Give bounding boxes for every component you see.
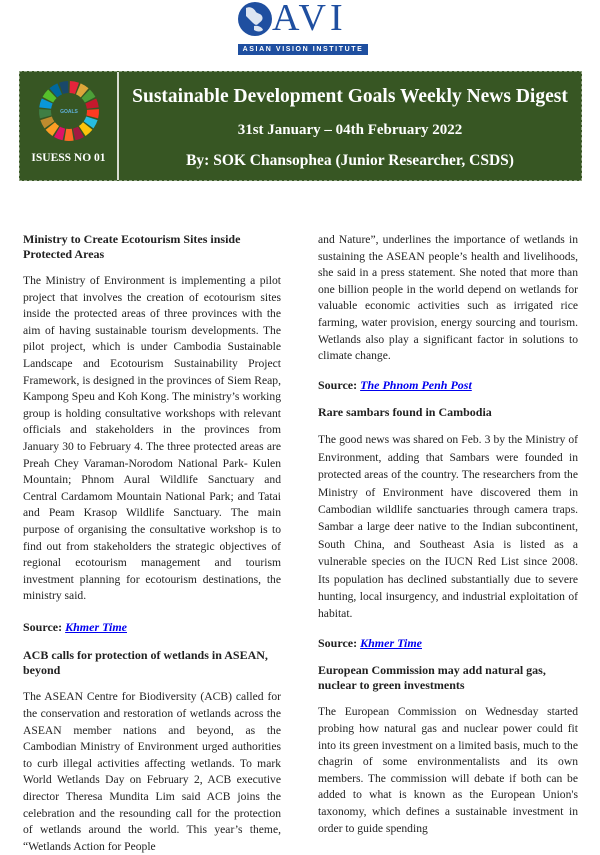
article-heading: Rare sambars found in Cambodia <box>318 405 492 420</box>
banner-right-panel <box>119 72 581 180</box>
source-label: Source: <box>318 377 358 392</box>
header-banner <box>19 71 582 181</box>
article-body-continued: and Nature”, underlines the importance of wetlands in sustaining the ASEAN people’s health and livelihoods, she said in a press statement. She noted that more than one billion people in the world depend on wetlands for valuable economic activities such as irrigated rice farming, water provision, energy sourcing and tourism. Wetlands also play a significant factor in solutions to climate change. <box>318 233 578 363</box>
article-source <box>318 377 578 394</box>
article-heading: Ministry to Create Ecotourism Sites inside Protected Areas <box>23 232 241 261</box>
article-body: The good news was shared on Feb. 3 by the Ministry of Environment, adding that Sambars were founded in protected areas of the country. The researchers from the Ministry of Environment have discovered them in Cambodian wildlife sanctuaries through camera traps. Sambar a large deer native to the Indian subcontinent, South China, and Southeast Asia is listed as a vulnerable species on the IUCN Red List since 2008. Its population has declined substantially due to severe hunting, local insurgency, and industrial exploitation of habitat. <box>318 433 578 621</box>
source-label: Source: <box>318 635 358 650</box>
banner-left-panel <box>20 72 119 180</box>
source-link[interactable]: The Phnom Penh Post <box>360 377 472 392</box>
article-heading: European Commission may add natural gas, nuclear to green investments <box>318 663 546 693</box>
sdg-segment <box>64 129 73 141</box>
source-link[interactable]: Khmer Time <box>360 635 422 650</box>
globe-icon <box>238 2 272 36</box>
issue-number: ISUESS NO 01 <box>31 152 106 164</box>
sdg-center-label: GOALS <box>60 109 78 115</box>
article-source <box>318 635 578 652</box>
article-heading: ACB calls for protection of wetlands in ASEAN, beyond <box>23 648 268 678</box>
sdg-segment <box>86 109 99 118</box>
digest-dates: 31st January – 04th February 2022 <box>237 122 463 138</box>
logo-text: AVI <box>272 0 347 39</box>
right-column <box>318 232 578 837</box>
digest-author: By: SOK Chansophea (Junior Researcher, CSDS) <box>186 152 514 169</box>
sdg-wheel-icon <box>38 80 100 142</box>
article-body: The European Commission on Wednesday started probing how natural gas and nuclear power could fit into its green investment on a limited basis, much to the chagrin of some environmentalists and its own members. The commission will debate if both can be added to what is known as the European Union's taxonomy, which defines a sustainable investment in order to guide spending <box>318 705 578 835</box>
digest-title: Sustainable Development Goals Weekly News Digest <box>132 86 568 107</box>
article-body: The ASEAN Centre for Biodiversity (ACB) called for the conservation and restoration of wetlands across the ASEAN member nations and beyond, as the Cambodian Ministry of Environment urged authorities to curb illegal activities affecting wetlands. To mark World Wetlands Day on February 2, ACB executive director Theresa Mundita Lim said ACB joins the celebration and the resounding call for the protection of wetlands around the world. This year’s theme, “Wetlands Action for People <box>23 690 281 853</box>
source-label: Source: <box>23 619 63 634</box>
left-column <box>23 232 281 855</box>
article-body: The Ministry of Environment is implementing a pilot project that involves the creation of ecotourism sites inside the protected areas of three provinces with the aim of having sustainable tourism developments. The pilot project, which is under Cambodia Sustainable Landscape and Ecotourism Sustainability Project Framework, is designed in the provinces of Siem Reap, Kampong Speu and Koh Kong. The ministry’s working group is holding consultative workshops with relevant officials and stakeholders in the provinces from January 30 to February 4. The three protected areas are Preah Chey Varaman-Norodom National Park- Kulen Mountain; Phnom Aural Wildlife Sanctuary and Central Cardamom Mountain National Park; and Tatai and Peam Krasop Wildlife Sanctuary. The main purpose of organising the consultative workshop is to find out from stakeholders the strategic objectives of regional ecotourism management and tourism investment planning for ecotourism destinations, the ministry said. <box>23 274 281 603</box>
avi-logo <box>238 2 368 60</box>
article-source <box>23 619 281 636</box>
sdg-segment <box>39 109 52 118</box>
logo-tagline: ASIAN VISION INSTITUTE <box>238 44 368 55</box>
source-link[interactable]: Khmer Time <box>65 619 127 634</box>
